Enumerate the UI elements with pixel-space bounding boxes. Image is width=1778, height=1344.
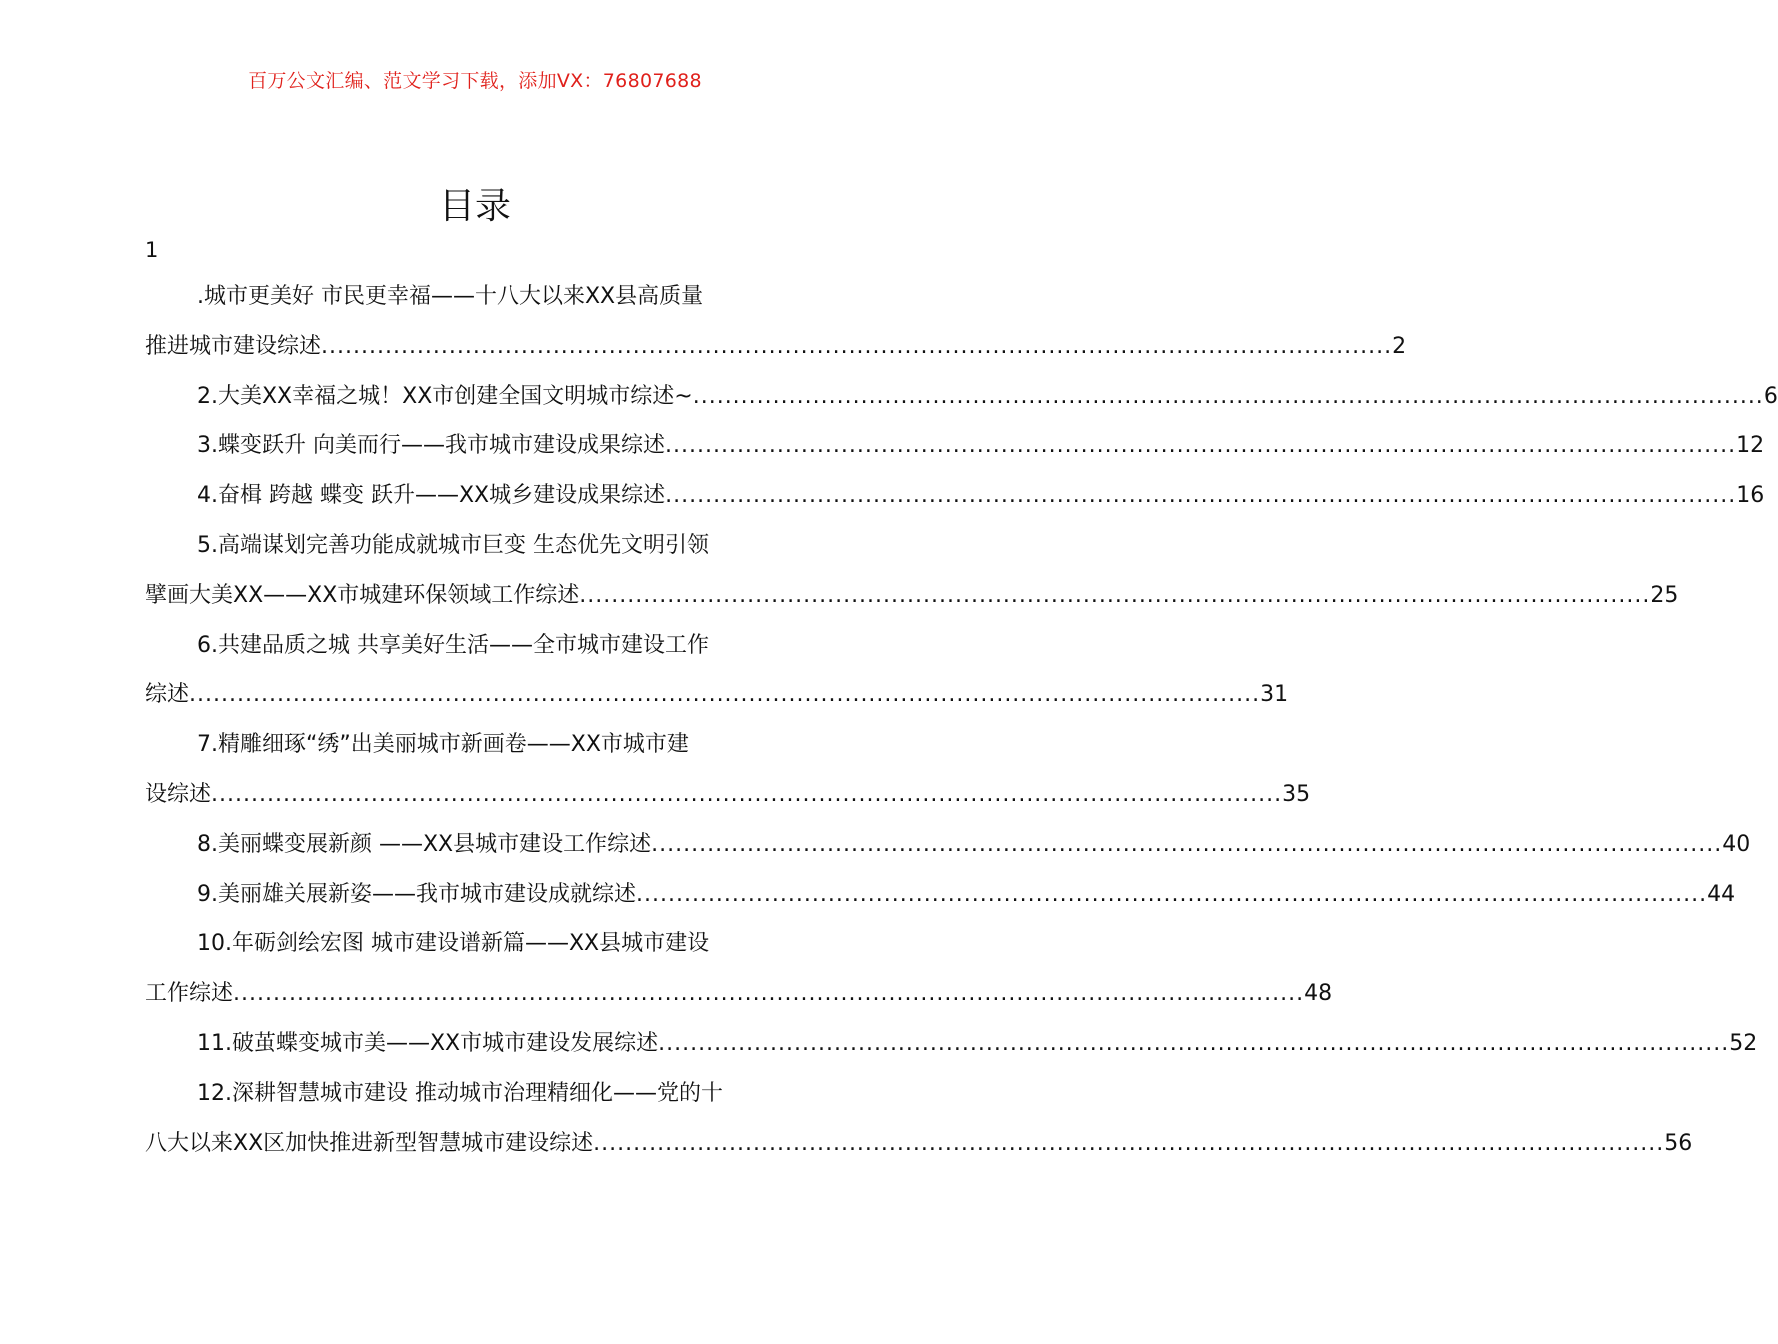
dot-leader: ...................................................................................................................................... [593, 1130, 1665, 1156]
toc-entry-title-cont: 八大以来XX区加快推进新型智慧城市建设综述 [145, 1130, 594, 1156]
toc-entry-title-cont: 擘画大美XX——XX市城建环保领域工作综述 [145, 582, 580, 608]
toc-entry[interactable] [145, 471, 1765, 521]
toc-entry-title: 9.美丽雄关展新姿——我市城市建设成就综述 [197, 881, 636, 907]
toc-entry-leader-line [145, 1019, 1758, 1069]
toc-page-number: 48 [1304, 981, 1333, 1007]
toc-entry-title-cont: 推进城市建设综述 [145, 333, 322, 359]
dot-leader: ...................................................................................................................................... [189, 682, 1261, 708]
toc-page-number: 44 [1707, 881, 1736, 907]
toc-entry-leader-line [145, 471, 1765, 521]
toc-page-number: 56 [1664, 1130, 1693, 1156]
page-title: 目录 [438, 186, 511, 227]
toc-entry[interactable] [145, 919, 1333, 1019]
dot-leader: ...................................................................................................................................... [665, 483, 1737, 509]
toc-entry-title-line: 5.高端谋划完善功能成就城市巨变 生态优先文明引领 [197, 532, 709, 558]
dot-leader: ...................................................................................................................................... [665, 433, 1737, 459]
dot-leader: ...................................................................................................................................... [211, 781, 1283, 807]
toc-entry[interactable] [145, 421, 1765, 471]
toc-entry-title: 3.蝶变跃升 向美而行——我市城市建设成果综述 [197, 433, 665, 459]
toc-page-number: 31 [1260, 682, 1289, 708]
dot-leader: ...................................................................................................................................... [692, 383, 1764, 409]
toc-entry-leader-line [145, 322, 1407, 372]
toc-entry-leader-line [145, 372, 1778, 422]
dot-leader: ...................................................................................................................................... [658, 1030, 1730, 1056]
toc-entry-title-line: 6.共建品质之城 共享美好生活——全市城市建设工作 [197, 632, 709, 658]
toc-page-number: 52 [1729, 1030, 1758, 1056]
toc-page-number: 6 [1763, 383, 1778, 409]
toc-entry-title-line: 12.深耕智慧城市建设 推动城市治理精细化——党的十 [197, 1080, 723, 1106]
toc-entry[interactable] [145, 621, 1289, 721]
toc-entry[interactable] [145, 720, 1311, 820]
toc-entry-title-line: .城市更美好 市民更幸福——十八大以来XX县高质量 [197, 284, 704, 309]
table-of-contents [145, 272, 1778, 1168]
toc-entry-title-line: 7.精雕细琢“绣”出美丽城市新画卷——XX市城市建 [197, 732, 689, 758]
toc-page-number: 35 [1282, 781, 1311, 807]
toc-entry-leader-line [145, 969, 1333, 1019]
toc-entry-leader-line [145, 820, 1751, 870]
dot-leader: ...................................................................................................................................... [579, 582, 1651, 608]
toc-page-number: 16 [1736, 483, 1765, 509]
toc-number: 1 [145, 238, 159, 262]
toc-entry[interactable] [145, 1019, 1758, 1069]
toc-entry-title: 4.奋楫 跨越 蝶变 跃升——XX城乡建设成果综述 [197, 483, 666, 509]
toc-entry-leader-line [145, 770, 1311, 820]
dot-leader: ...................................................................................................................................... [636, 881, 1708, 907]
dot-leader: ...................................................................................................................................... [233, 981, 1305, 1007]
toc-entry-title: 2.大美XX幸福之城！XX市创建全国文明城市综述~ [197, 383, 693, 409]
toc-entry-leader-line [145, 571, 1679, 621]
toc-entry-title-cont: 设综述 [145, 781, 212, 807]
toc-entry-title-line: 10.年砺剑绘宏图 城市建设谱新篇——XX县城市建设 [197, 931, 710, 957]
toc-entry-leader-line [145, 1119, 1693, 1169]
toc-entry-title-cont: 工作综述 [145, 981, 234, 1007]
dot-leader: ...................................................................................................................................... [651, 831, 1723, 857]
toc-page-number: 40 [1722, 831, 1751, 857]
toc-entry[interactable] [145, 521, 1679, 621]
toc-entry-leader-line [145, 870, 1736, 920]
toc-entry-leader-line [145, 421, 1765, 471]
toc-entry-title-cont: 综述 [145, 682, 190, 708]
toc-page-number: 12 [1736, 433, 1765, 459]
toc-entry[interactable] [145, 372, 1778, 422]
toc-entry-title: 8.美丽蝶变展新颜 ——XX县城市建设工作综述 [197, 831, 652, 857]
toc-entry-leader-line [145, 670, 1289, 720]
toc-entry[interactable] [145, 1069, 1693, 1169]
toc-entry[interactable] [145, 272, 1407, 372]
dot-leader: ...................................................................................................................................... [321, 333, 1393, 359]
toc-entry-title: 11.破茧蝶变城市美——XX市城市建设发展综述 [197, 1030, 659, 1056]
header-note: 百万公文汇编、范文学习下载，添加VX：76807688 [248, 70, 702, 92]
toc-entry[interactable] [145, 820, 1751, 870]
toc-page-number: 2 [1392, 333, 1407, 359]
toc-page-number: 25 [1650, 582, 1679, 608]
toc-entry[interactable] [145, 870, 1736, 920]
